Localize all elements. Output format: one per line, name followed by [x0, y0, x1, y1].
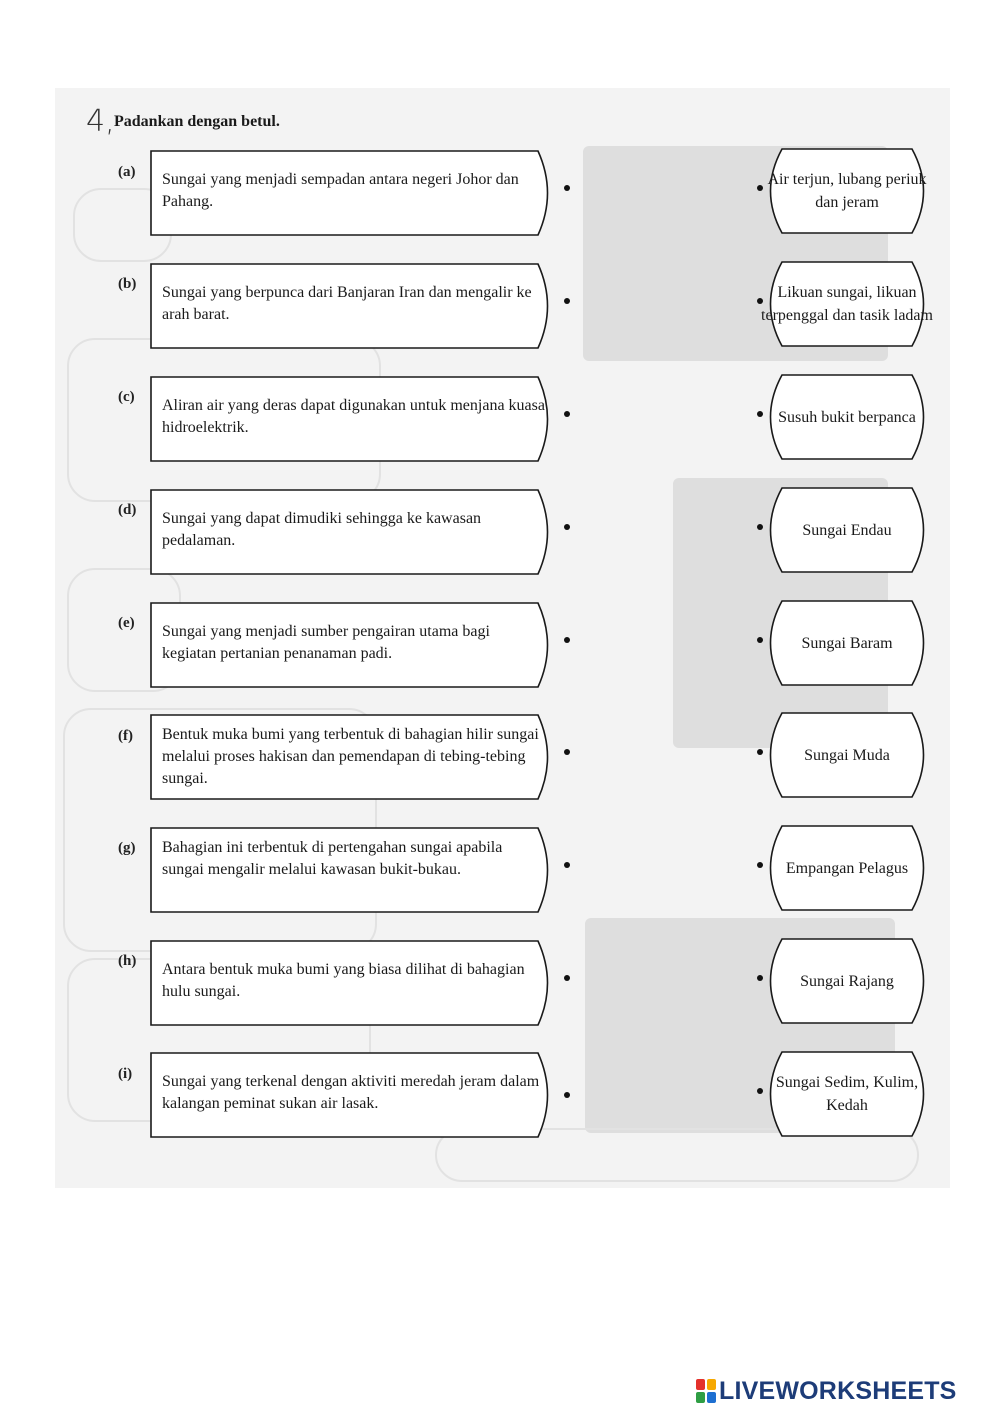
- item-label-f: (f): [118, 728, 133, 744]
- logo-square: [696, 1379, 705, 1390]
- right-item-text: Air terjun, lubang periuk dan jeram: [767, 171, 927, 211]
- left-item-text: Sungai yang berpunca dari Banjaran Iran dan mengalir ke arah barat.: [162, 284, 532, 323]
- left-connector-dot-i[interactable]: [564, 1092, 570, 1098]
- liveworksheets-logo: [696, 1376, 957, 1406]
- right-item-text: Sungai Muda: [804, 746, 890, 764]
- right-box-7: [758, 825, 936, 911]
- worksheet-title: Padankan dengan betul.: [114, 113, 280, 130]
- item-label-h: (h): [118, 953, 137, 969]
- right-box-8: [758, 938, 936, 1024]
- question-number: 4,: [86, 104, 115, 139]
- left-item-text: Aliran air yang deras dapat digunakan untuk menjana kuasa hidroelektrik.: [162, 397, 545, 436]
- left-item-text: Antara bentuk muka bumi yang biasa dilihat di bahagian hulu sungai.: [162, 961, 525, 1000]
- right-box-4: [758, 487, 936, 573]
- left-box-g: [150, 827, 558, 913]
- item-label-a: (a): [118, 164, 136, 180]
- right-item-text: Sungai Sedim, Kulim, Kedah: [775, 1074, 919, 1114]
- left-connector-dot-h[interactable]: [564, 975, 570, 981]
- brand-name: LIVEWORKSHEETS: [719, 1376, 957, 1405]
- left-box-e: [150, 602, 558, 688]
- right-item-text: Likuan sungai, likuan terpenggal dan tasik ladam: [761, 284, 933, 324]
- left-box-d: [150, 489, 558, 575]
- item-label-e: (e): [118, 615, 135, 631]
- left-item-text: Sungai yang menjadi sumber pengairan utama bagi kegiatan pertanian penanaman padi.: [162, 623, 490, 662]
- right-box-1: [758, 148, 936, 234]
- item-label-c: (c): [118, 389, 135, 405]
- right-box-2: [758, 261, 936, 347]
- right-box-9: [758, 1051, 936, 1137]
- left-connector-dot-e[interactable]: [564, 637, 570, 643]
- item-label-d: (d): [118, 502, 137, 518]
- left-connector-dot-b[interactable]: [564, 298, 570, 304]
- right-item-text: Sungai Endau: [802, 521, 892, 539]
- left-box-b: [150, 263, 558, 349]
- right-item-text: Sungai Baram: [801, 634, 893, 652]
- left-connector-dot-f[interactable]: [564, 749, 570, 755]
- liveworksheets-logo-icon: [696, 1379, 716, 1403]
- logo-square: [696, 1392, 705, 1403]
- item-label-g: (g): [118, 840, 136, 856]
- left-connector-dot-g[interactable]: [564, 862, 570, 868]
- left-box-f: [150, 714, 558, 800]
- left-item-text: Sungai yang dapat dimudiki sehingga ke kawasan pedalaman.: [162, 510, 482, 549]
- left-box-c: [150, 376, 558, 462]
- right-item-text: Sungai Rajang: [800, 972, 894, 990]
- left-box-i: [150, 1052, 558, 1138]
- left-box-h: [150, 940, 558, 1026]
- right-item-text: Susuh bukit berpanca: [778, 408, 916, 426]
- left-item-text: Bahagian ini terbentuk di pertengahan sungai apabila sungai mengalir melalui kawasan bukit-bukau.: [162, 839, 503, 878]
- left-item-text: Sungai yang terkenal dengan aktiviti meredah jeram dalam kalangan peminat sukan air lasak.: [162, 1073, 540, 1112]
- left-item-text: Sungai yang menjadi sempadan antara negeri Johor dan Pahang.: [162, 171, 519, 210]
- right-item-text: Empangan Pelagus: [785, 859, 909, 877]
- item-label-i: (i): [118, 1066, 133, 1082]
- logo-square: [707, 1379, 716, 1390]
- left-connector-dot-c[interactable]: [564, 411, 570, 417]
- left-item-text: Bentuk muka bumi yang terbentuk di bahagian hilir sungai melalui proses hakisan dan pemendapan di tebing-tebing sungai.: [162, 726, 539, 787]
- logo-square: [707, 1392, 716, 1403]
- right-box-6: [758, 712, 936, 798]
- left-connector-dot-a[interactable]: [564, 185, 570, 191]
- right-box-5: [758, 600, 936, 686]
- right-box-3: [758, 374, 936, 460]
- left-box-a: [150, 150, 558, 236]
- item-label-b: (b): [118, 276, 137, 292]
- left-connector-dot-d[interactable]: [564, 524, 570, 530]
